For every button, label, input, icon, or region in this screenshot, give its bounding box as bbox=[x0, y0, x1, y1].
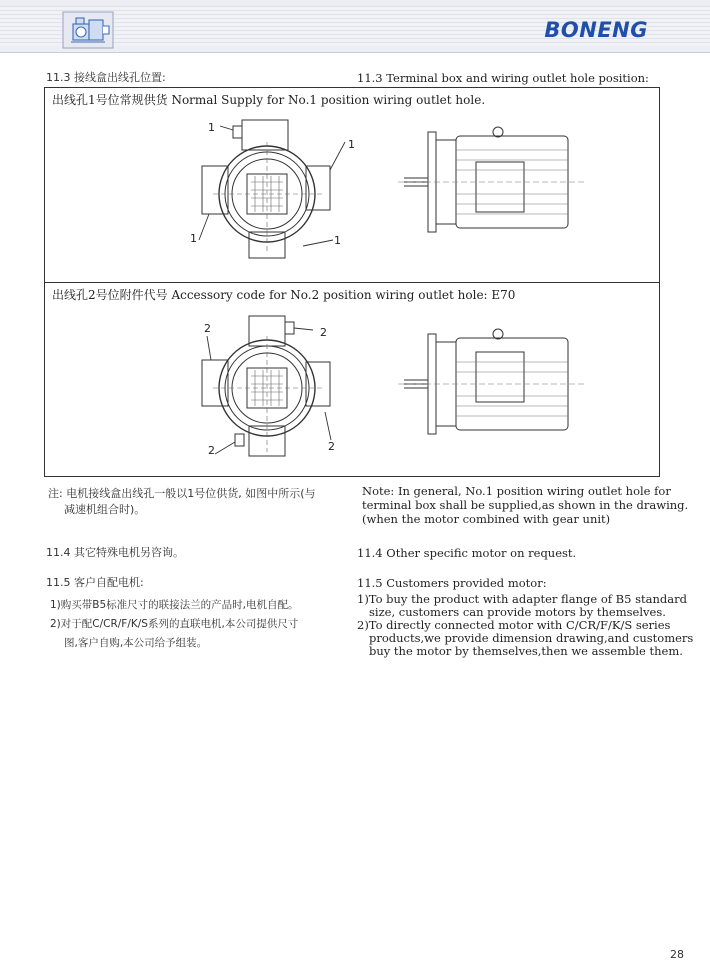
row1-label-1: 1 bbox=[208, 121, 215, 134]
section-11-3-title-en: 11.3 Terminal box and wiring outlet hole position: bbox=[357, 71, 649, 85]
section-11-5-en-item2-line3: buy the motor by themselves,then we assemble them. bbox=[369, 644, 683, 658]
page-header bbox=[0, 0, 710, 53]
brand-logo-text: BONENG bbox=[544, 18, 648, 42]
note-zh-line2: 减速机组合时)。 bbox=[64, 503, 146, 516]
section-11-5-en-item2-line2: products,we provide dimension drawing,and customers bbox=[369, 631, 694, 645]
row2-label-2: 2 bbox=[320, 326, 327, 339]
row1-label-2: 1 bbox=[348, 138, 355, 151]
section-11-5-zh-item2-line1: 2)对于配C/CR/F/K/S系列的直联电机,本公司提供尺寸 bbox=[50, 618, 299, 630]
section-11-5-title-zh: 11.5 客户自配电机: bbox=[46, 576, 144, 589]
row1-label-3: 1 bbox=[190, 232, 197, 245]
section-11-5-zh-item1: 1)购买带B5标准尺寸的联接法兰的产品时,电机自配。 bbox=[50, 599, 299, 611]
row2-label-1: 2 bbox=[204, 322, 211, 335]
section-11-5-en-item1-line2: size, customers can provide motors by themselves. bbox=[369, 605, 666, 619]
note-en-line1: Note: In general, No.1 position wiring outlet hole for bbox=[362, 484, 671, 498]
row1-motor-side-view-drawing bbox=[398, 120, 588, 240]
section-11-5-en-item2-line1: 2)To directly connected motor with C/CR/F/K/S series bbox=[357, 618, 671, 632]
row2-label-3: 2 bbox=[208, 444, 215, 457]
note-en-line2: terminal box shall be supplied,as shown in the drawing. bbox=[362, 498, 689, 512]
section-11-4-en: 11.4 Other specific motor on request. bbox=[357, 546, 577, 560]
row2-label-4: 2 bbox=[328, 440, 335, 453]
row2-motor-side-view-drawing bbox=[398, 322, 588, 442]
row1-label-4: 1 bbox=[334, 234, 341, 247]
section-11-4-zh: 11.4 其它特殊电机另咨询。 bbox=[46, 546, 184, 559]
figure-divider bbox=[44, 282, 659, 283]
section-11-3-title-zh: 11.3 接线盒出线孔位置: bbox=[46, 71, 166, 84]
section-11-5-en-item1-line1: 1)To buy the product with adapter flange of B5 standard bbox=[357, 592, 687, 606]
gear-reducer-logo-icon bbox=[62, 8, 116, 50]
note-en-line3: (when the motor combined with gear unit) bbox=[362, 512, 611, 526]
section-11-5-zh-item2-line2: 图,客户自购,本公司给予组装。 bbox=[64, 637, 208, 649]
row2-caption: 出线孔2号位附件代号 Accessory code for No.2 position wiring outlet hole: E70 bbox=[52, 288, 516, 302]
row2-motor-front-view-drawing bbox=[185, 312, 365, 462]
section-11-5-title-en: 11.5 Customers provided motor: bbox=[357, 576, 547, 590]
row1-caption: 出线孔1号位常规供货 Normal Supply for No.1 position wiring outlet hole. bbox=[52, 93, 486, 107]
page-number: 28 bbox=[670, 948, 684, 961]
note-zh-line1: 注: 电机接线盒出线孔一般以1号位供货, 如图中所示(与 bbox=[48, 487, 316, 500]
